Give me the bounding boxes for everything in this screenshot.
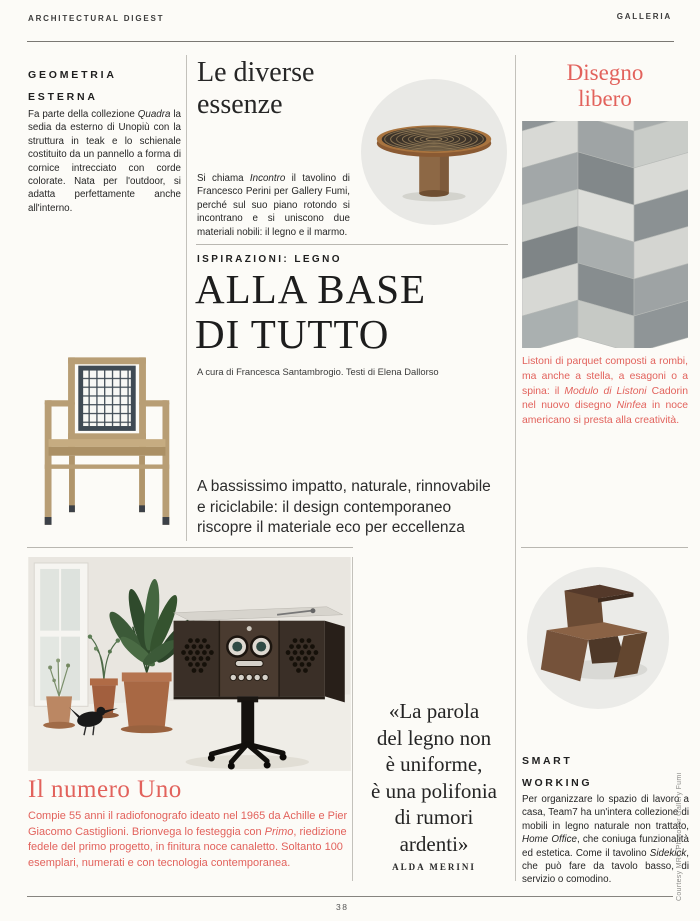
column-divider-right (515, 55, 516, 881)
table-illustration (361, 79, 507, 225)
il-numero-uno-title: Il numero Uno (28, 776, 182, 803)
mid-column-rule (196, 244, 508, 245)
sidekick-desk-photo (527, 567, 669, 709)
footer-rule (27, 896, 673, 897)
chair-illustration (34, 350, 180, 540)
desk-illustration (527, 567, 669, 709)
quote-attribution: ALDA MERINI (392, 862, 476, 872)
pull-quote: «La parola del legno non è uniforme, è una polifonia di rumori ardenti» (371, 699, 497, 856)
il-numero-uno-body: Compie 55 anni il radiofonografo ideato nel 1965 da Achille e Pier Giacomo Castiglioni. Brionvega lo festeggia con Primo, riedizione fedele del primo progetto, in finitura noce canaletto. Soltanto 100 esemplari, numerati e con tecnologia contemporanea. (28, 810, 348, 869)
incontro-table-photo (361, 79, 507, 225)
parquet-caption: Listoni di parquet composti a rombi, ma anche a stella, a esagoni o a spina: il Modulo di Listoni Cadorin nel nuovo disegno Ninfea in noce americano si presta alla creatività. (522, 356, 689, 427)
parquet-photo (522, 121, 688, 348)
smart-working-title: SMART WORKING (522, 755, 593, 789)
bottom-left-rule (27, 547, 353, 548)
magazine-masthead: ARCHITECTURAL DIGEST (28, 14, 165, 23)
geometria-esterna-body: Fa parte della collezione Quadra la sedia da esterno di Unopiù con la struttura in teak e lo schienale costituito da un pannello a forma di cornice intrecciato con corde colorate. Nata per l'outdoor, si adatta perfettamente anche all'interno. (28, 109, 181, 214)
section-name: GALLERIA (616, 12, 672, 21)
radio-room-illustration (27, 557, 352, 771)
bottom-right-rule (521, 547, 688, 548)
quadra-chair-photo (34, 350, 180, 540)
le-diverse-essenze-title: Le diverse essenze (197, 57, 315, 120)
feature-standfirst: A bassissimo impatto, naturale, rinnovabile e riciclabile: il design contemporaneo riscopre il materiale eco per eccellenza (197, 478, 491, 536)
incontro-caption: Si chiama Incontro il tavolino di Francesco Perini per Gallery Fumi, perché sul suo piano rotondo si incontrano e si uniscono due materiali nobili: il legno e il marmo. (197, 173, 350, 238)
column-divider-left (186, 55, 187, 541)
feature-byline: A cura di Francesca Santambrogio. Testi di Elena Dallorso (197, 366, 439, 377)
parquet-illustration (522, 121, 688, 348)
photo-credit: Courtesy MRC Photo for Gallery Fumi (676, 772, 683, 901)
page-number: 38 (336, 902, 349, 912)
smart-working-body: Per organizzare lo spazio di lavoro a casa, Team7 ha un'intera collezione di mobili in legno naturale non trattato, Home Office, che coniuga funzionalità ed estetica. Come il tavolino Sidekick, che può fare da tavolo basso, di servizio o comodino. (522, 794, 689, 886)
brionvega-radio-photo (27, 557, 352, 771)
feature-kicker: ISPIRAZIONI: LEGNO (197, 254, 342, 265)
feature-title: ALLA BASE DI TUTTO (195, 266, 427, 357)
disegno-libero-title: Disegno libero (566, 60, 644, 111)
geometria-esterna-title: GEOMETRIA ESTERNA (28, 69, 117, 103)
header-rule (27, 41, 674, 42)
quote-divider (352, 557, 353, 881)
